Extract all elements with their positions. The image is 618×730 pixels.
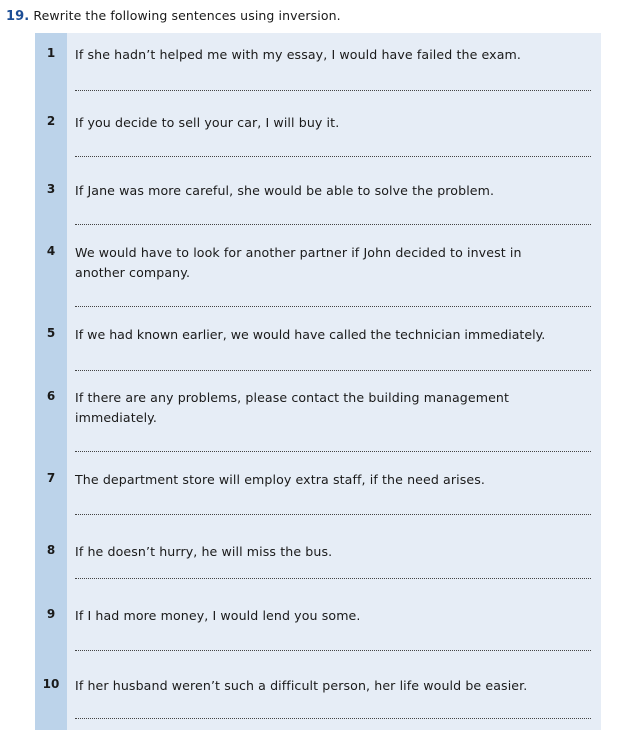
item-number: 4 bbox=[46, 244, 56, 258]
item-number: 1 bbox=[46, 46, 56, 60]
exercise-heading bbox=[6, 8, 341, 24]
answer-line[interactable] bbox=[75, 370, 591, 371]
answer-line[interactable] bbox=[75, 224, 591, 225]
answer-line[interactable] bbox=[75, 514, 591, 515]
item-sentence: The department store will employ extra staff, if the need arises. bbox=[75, 472, 486, 487]
answer-line[interactable] bbox=[75, 451, 591, 452]
exercise-instruction: Rewrite the following sentences using inversion. bbox=[33, 8, 341, 23]
item-number: 7 bbox=[46, 471, 56, 485]
item-number: 10 bbox=[42, 677, 60, 691]
answer-line[interactable] bbox=[75, 156, 591, 157]
item-sentence: If there are any problems, please contact the building management immediately. bbox=[75, 390, 510, 425]
item-number: 3 bbox=[46, 182, 56, 196]
item-number: 9 bbox=[46, 607, 56, 621]
answer-line[interactable] bbox=[75, 718, 591, 719]
item-sentence: If her husband weren’t such a difficult person, her life would be easier. bbox=[75, 678, 528, 693]
item-sentence: If he doesn’t hurry, he will miss the bus. bbox=[75, 544, 333, 559]
item-number: 6 bbox=[46, 389, 56, 403]
exercise-number: 19. bbox=[6, 9, 30, 24]
answer-line[interactable] bbox=[75, 578, 591, 579]
item-sentence: If I had more money, I would lend you some. bbox=[75, 608, 361, 623]
answer-line[interactable] bbox=[75, 90, 591, 91]
number-strip bbox=[35, 33, 67, 730]
answer-line[interactable] bbox=[75, 306, 591, 307]
item-number: 2 bbox=[46, 114, 56, 128]
item-number: 8 bbox=[46, 543, 56, 557]
item-sentence: If she hadn’t helped me with my essay, I would have failed the exam. bbox=[75, 47, 521, 62]
item-sentence: If you decide to sell your car, I will buy it. bbox=[75, 115, 340, 130]
item-sentence: We would have to look for another partner if John decided to invest in another company. bbox=[75, 245, 522, 280]
item-sentence: If Jane was more careful, she would be able to solve the problem. bbox=[75, 183, 495, 198]
answer-line[interactable] bbox=[75, 650, 591, 651]
item-sentence: If we had known earlier, we would have called the technician immediately. bbox=[75, 327, 546, 342]
item-number: 5 bbox=[46, 326, 56, 340]
